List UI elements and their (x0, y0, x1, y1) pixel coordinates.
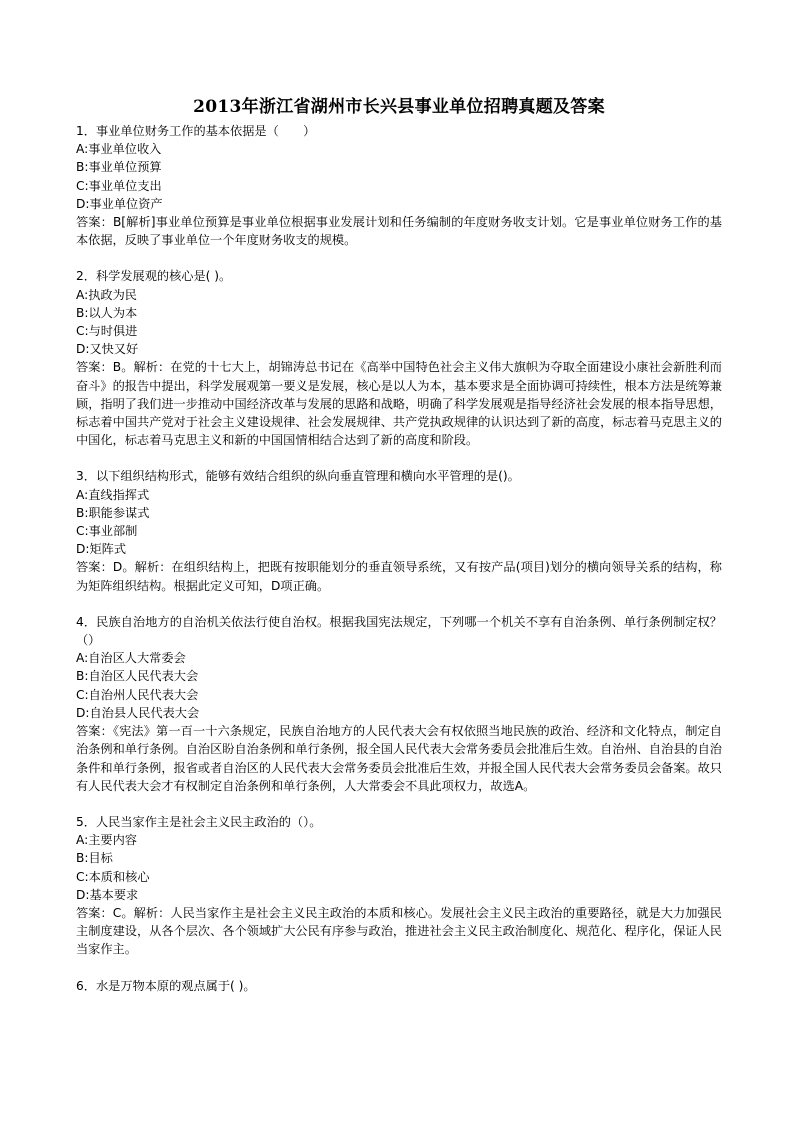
document-title: 2013年浙江省湖州市长兴县事业单位招聘真题及答案 (193, 97, 605, 117)
option-c: C:事业单位支出 (76, 178, 162, 193)
option-b: B:目标 (76, 851, 113, 866)
answer-explanation: 答案：D。解析：在组织结构上，把既有按职能划分的垂直领导系统，又有按产品(项目)划分的横向领导关系的结构，称为矩阵组织结构。根据此定义可知，D项正确。 (76, 560, 722, 593)
answer-explanation: 答案：B。解析：在党的十七大上，胡锦涛总书记在《高举中国特色社会主义伟大旗帜为夺取全面建设小康社会新胜利而奋斗》的报告中提出，科学发展观第一要义是发展，核心是以人为本，基本要求是全面协调可持续性，根本方法是统筹兼顾，指明了我们进一步推动中国经济改革与发展的思路和战略，明确了科学发展观是指导经济社会发展的根本指导思想，标志着中国共产党对于社会主义建设规律、社会发展规律、共产党执政规律的认识达到了新的高度，标志着马克思主义的中国化，标志着马克思主义和新的中国国情相结合达到了新的高度和阶段。 (76, 360, 722, 448)
option-b: B:职能参谋式 (76, 505, 150, 520)
option-a: A:自治区人大常委会 (76, 651, 186, 666)
question-stem: 6．水是万物本原的观点属于( )。 (76, 978, 256, 993)
question-1 (76, 122, 722, 249)
option-d: D:自治县人民代表大会 (76, 705, 200, 720)
option-a: A:主要内容 (76, 833, 137, 848)
option-b: B:事业单位预算 (76, 160, 162, 175)
option-d: D:又快又好 (76, 342, 139, 357)
option-d: D:基本要求 (76, 887, 139, 902)
question-stem: 1．事业单位财务工作的基本依据是（ ） (76, 124, 316, 138)
option-c: C:与时俱进 (76, 324, 138, 339)
option-d: D:矩阵式 (76, 542, 127, 557)
answer-explanation: 答案：B[解析]事业单位预算是事业单位根据事业发展计划和任务编制的年度财务收支计划。它是事业单位财务工作的基本依据，反映了事业单位一个年度财务收支的规模。 (76, 215, 722, 248)
question-stem: 4．民族自治地方的自治机关依法行使自治权。根据我国宪法规定，下列哪一个机关不享有自治条例、单行条例制定权？（） (76, 614, 722, 648)
question-stem: 3．以下组织结构形式，能够有效结合组织的纵向垂直管理和横向水平管理的是()。 (76, 469, 520, 484)
answer-explanation: 答案：C。解析：人民当家作主是社会主义民主政治的本质和核心。发展社会主义民主政治的重要路径，就是大力加强民主制度建设，从各个层次、各个领域扩大公民有序参与政治，推进社会主义民主政治制度化、规范化、程序化，保证人民当家作主。 (76, 905, 722, 957)
option-c: C:自治州人民代表大会 (76, 687, 199, 702)
question-6 (76, 977, 722, 995)
question-2 (76, 267, 722, 449)
option-c: C:事业部制 (76, 524, 138, 539)
option-a: A:事业单位收入 (76, 142, 162, 157)
option-c: C:本质和核心 (76, 869, 150, 884)
question-5 (76, 813, 722, 959)
question-stem: 2．科学发展观的核心是( )。 (76, 269, 232, 284)
question-stem: 5．人民当家作主是社会主义民主政治的（）。 (76, 814, 322, 829)
option-b: B:以人为本 (76, 305, 138, 320)
question-4 (76, 613, 722, 795)
option-a: A:直线指挥式 (76, 487, 150, 502)
option-d: D:事业单位资产 (76, 196, 163, 211)
document-page (76, 96, 722, 1013)
question-3 (76, 467, 722, 594)
option-b: B:自治区人民代表大会 (76, 669, 199, 684)
option-a: A:执政为民 (76, 287, 137, 302)
answer-explanation: 答案：《宪法》第一百一十六条规定，民族自治地方的人民代表大会有权依照当地民族的政治、经济和文化特点，制定自治条例和单行条例。自治区盼自治条例和单行条例，报全国人民代表大会常务委员会批准后生效。自治州、自治县的自治条件和单行条例，报省或者自治区的人民代表大会常务委员会批准后生效，并报全国人民代表大会常务委员会备案。故只有人民代表大会才有权制定自治条例和单行条例，人大常委会不具此项权力，故选A。 (76, 724, 722, 793)
